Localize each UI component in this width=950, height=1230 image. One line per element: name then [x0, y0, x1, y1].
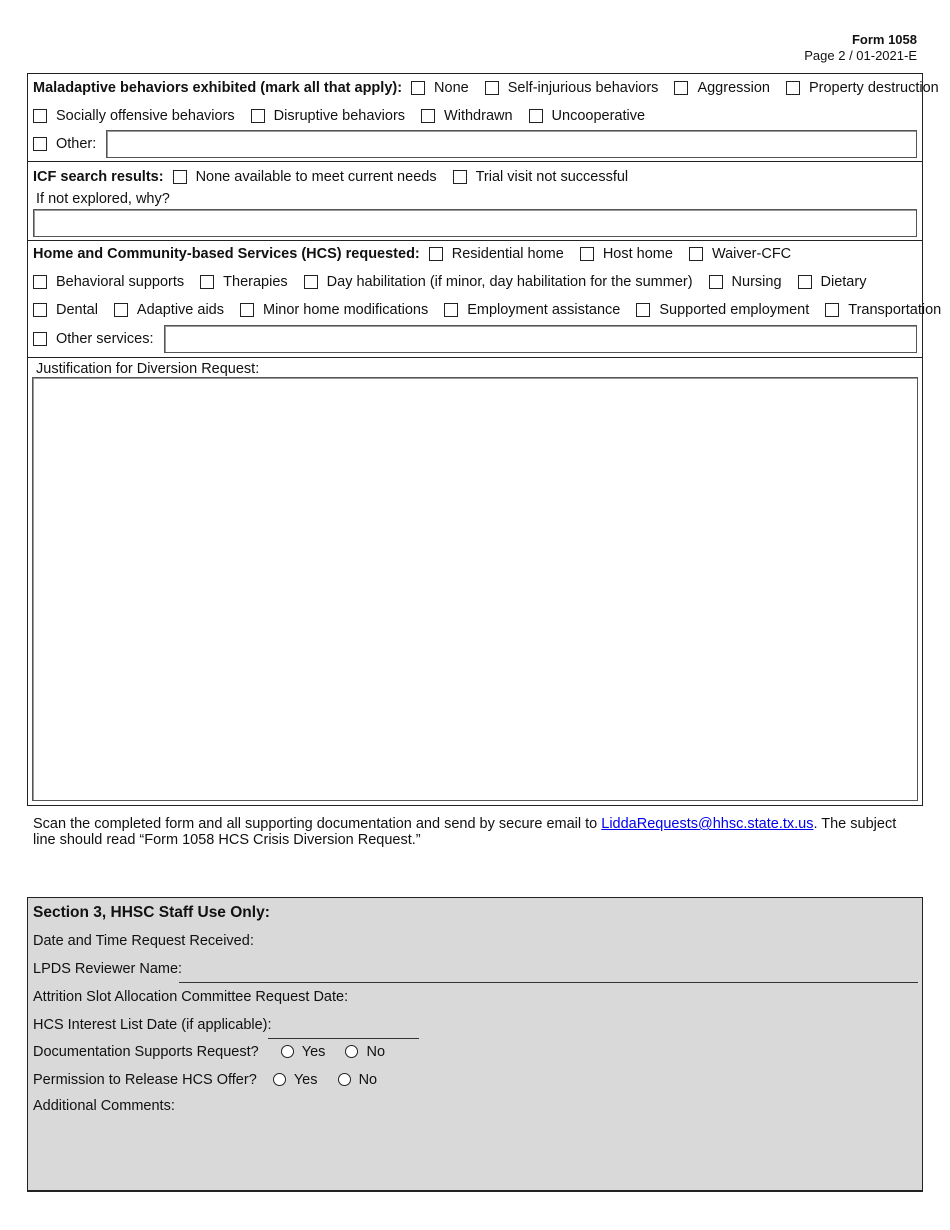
checkbox-property-destruction[interactable]: Property destruction [786, 80, 939, 96]
checkbox-none[interactable]: None [411, 80, 469, 96]
staff-section [27, 897, 923, 1192]
checkbox-residential-home[interactable]: Residential home [429, 246, 564, 262]
checkbox-trial-visit[interactable]: Trial visit not successful [453, 169, 629, 185]
permission-yes-radio[interactable]: Yes [273, 1072, 318, 1088]
checkbox-supported-employment[interactable]: Supported employment [636, 302, 809, 318]
permission-row [33, 1072, 377, 1088]
hcs-section [27, 240, 942, 358]
checkbox-other-services[interactable]: Other services: [33, 331, 154, 347]
checkbox-dietary[interactable]: Dietary [798, 274, 867, 290]
doc-yes-radio[interactable]: Yes [281, 1044, 326, 1060]
interest-list-date-label: HCS Interest List Date (if applicable): [33, 1017, 272, 1033]
documentation-supports-label: Documentation Supports Request? [33, 1044, 259, 1060]
page-info: Page 2 / 01-2021-E [804, 48, 917, 63]
checkbox-transportation[interactable]: Transportation [825, 302, 941, 318]
checkbox-none-available[interactable]: None available to meet current needs [173, 169, 437, 185]
not-explored-label: If not explored, why? [36, 191, 170, 207]
checkbox-withdrawn[interactable]: Withdrawn [421, 108, 513, 124]
form-number: Form 1058 [851, 32, 917, 47]
checkbox-socially-offensive[interactable]: Socially offensive behaviors [33, 108, 235, 124]
not-explored-input[interactable] [33, 209, 917, 237]
checkbox-waiver-cfc[interactable]: Waiver-CFC [689, 246, 791, 262]
checkbox-nursing[interactable]: Nursing [709, 274, 782, 290]
checkbox-other[interactable]: Other: [33, 136, 96, 152]
maladaptive-label: Maladaptive behaviors exhibited (mark all that apply): [33, 80, 403, 96]
committee-date-label: Attrition Slot Allocation Committee Request Date: [33, 989, 349, 1005]
documentation-supports-row [33, 1044, 385, 1060]
date-time-received-label: Date and Time Request Received: [33, 933, 254, 949]
icf-label: ICF search results: [33, 169, 164, 185]
other-services-input[interactable] [164, 325, 918, 353]
checkbox-dental[interactable]: Dental [33, 302, 98, 318]
maladaptive-section [27, 73, 939, 162]
checkbox-self-injurious[interactable]: Self-injurious behaviors [485, 80, 659, 96]
submission-note: Scan the completed form and all supporting documentation and send by secure email to LiddaRequests@hhsc.state.tx.us. The subject line should read “Form 1058 HCS Crisis Diversion Request.” [33, 816, 897, 848]
hcs-label: Home and Community-based Services (HCS) requested: [33, 246, 420, 262]
checkbox-aggression[interactable]: Aggression [674, 80, 770, 96]
checkbox-minor-home-modifications[interactable]: Minor home modifications [240, 302, 428, 318]
other-behavior-input[interactable] [106, 130, 917, 158]
permission-no-radio[interactable]: No [338, 1072, 378, 1088]
checkbox-disruptive[interactable]: Disruptive behaviors [251, 108, 405, 124]
justification-textarea[interactable] [32, 377, 918, 801]
checkbox-therapies[interactable]: Therapies [200, 274, 287, 290]
checkbox-employment-assistance[interactable]: Employment assistance [444, 302, 620, 318]
checkbox-host-home[interactable]: Host home [580, 246, 673, 262]
checkbox-adaptive-aids[interactable]: Adaptive aids [114, 302, 224, 318]
justification-label: Justification for Diversion Request: [36, 361, 260, 377]
reviewer-name-label: LPDS Reviewer Name: [33, 961, 183, 977]
permission-label: Permission to Release HCS Offer? [33, 1072, 257, 1088]
additional-comments-label: Additional Comments: [33, 1098, 175, 1114]
checkbox-uncooperative[interactable]: Uncooperative [529, 108, 646, 124]
doc-no-radio[interactable]: No [345, 1044, 385, 1060]
staff-section-title: Section 3, HHSC Staff Use Only: [33, 904, 270, 921]
reviewer-name-line[interactable] [179, 982, 918, 983]
checkbox-day-habilitation[interactable]: Day habilitation (if minor, day habilitation for the summer) [304, 274, 693, 290]
icf-section [27, 161, 923, 241]
checkbox-behavioral-supports[interactable]: Behavioral supports [33, 274, 184, 290]
interest-list-date-line[interactable] [268, 1038, 419, 1039]
justification-section [27, 357, 923, 806]
email-link[interactable]: LiddaRequests@hhsc.state.tx.us [601, 816, 814, 832]
